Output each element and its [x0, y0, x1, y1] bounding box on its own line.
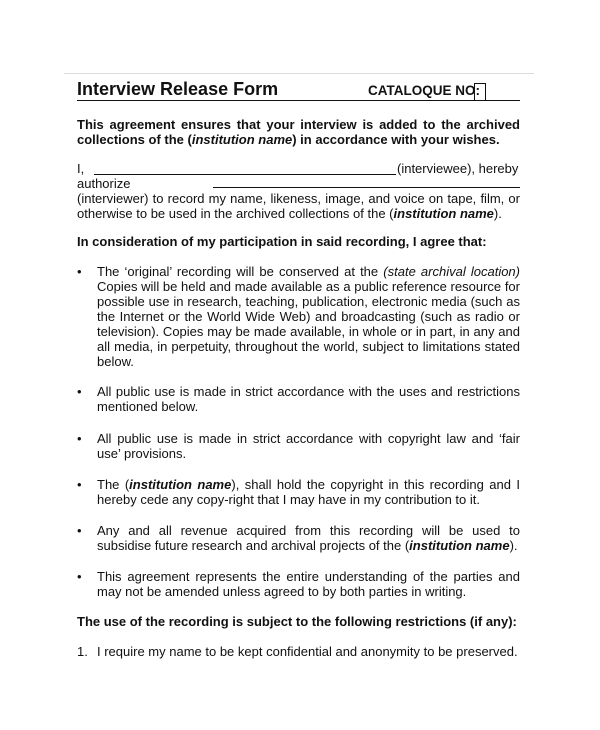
bullet-4-institution: institution name: [129, 477, 232, 492]
intro-text-a: This agreement ensures that your interview is added to the archived collections of the (: [77, 117, 520, 147]
list-item: [97, 264, 520, 369]
authorize-paragraph: [77, 191, 520, 221]
bullet-4-text-a: The (: [97, 477, 130, 492]
list-item: All public use is made in strict accordance with the uses and restrictions mentioned below.: [97, 384, 520, 414]
list-item: This agreement represents the entire understanding of the parties and may not be amended unless agreed to by both parties in writing.: [97, 569, 520, 599]
intro-paragraph: [77, 117, 520, 147]
authorize-text-b: ).: [493, 206, 502, 221]
intro-text-b: ) in accordance with your wishes.: [292, 132, 500, 147]
bullet-icon: •: [77, 384, 82, 399]
list-item: [97, 477, 520, 507]
authorize-interviewee: (interviewee), hereby: [397, 161, 519, 176]
bullet-icon: •: [77, 523, 82, 538]
bullet-1-text-b: Copies will be held and made available as a public reference resource for possible use in research, teaching, publication, electronic media (such as the Internet or the World Wide Web) and broadcasting (such as radio or television). Copies may be made available, in whole or in part, in any and all media, in perpetuity, throughout the world, subject to limitations stated below.: [97, 279, 520, 369]
catalogue-label: CATALOQUE NO:: [368, 83, 480, 98]
title-row: [77, 79, 520, 101]
authorize-word: authorize: [77, 176, 131, 191]
consideration-heading: In consideration of my participation in said recording, I agree that:: [77, 234, 487, 249]
catalogue-number-box[interactable]: [474, 83, 486, 101]
list-item: [97, 523, 520, 553]
list-item: All public use is made in strict accordance with copyright law and ‘fair use’ provisions.: [97, 431, 520, 461]
bullet-1-text-a: The ‘original’ recording will be conserved at the: [97, 264, 384, 279]
page-top-divider: [64, 73, 534, 74]
restriction-number: 1.: [77, 644, 88, 659]
authorize-i: I,: [77, 161, 85, 176]
restriction-item: I require my name to be kept confidential and anonymity to be preserved.: [97, 644, 518, 659]
bullet-icon: •: [77, 431, 82, 446]
bullet-icon: •: [77, 264, 82, 279]
bullet-icon: •: [77, 569, 82, 584]
bullet-5-text-b: ).: [509, 538, 518, 553]
bullet-1-location: (state archival location): [383, 264, 520, 279]
bullet-5-text-a: Any and all revenue acquired from this recording will be used to subsidise future research and archival projects of the (: [97, 523, 520, 553]
interviewer-blank-line[interactable]: [213, 187, 520, 188]
restrictions-heading: The use of the recording is subject to the following restrictions (if any):: [77, 614, 517, 629]
document-title: Interview Release Form: [77, 79, 279, 99]
bullet-icon: •: [77, 477, 82, 492]
title-underline: [77, 100, 520, 101]
bullet-4-text-b: ), shall hold the copyright in this recording and I hereby cede any copy-right that I may have in my contribution to it.: [97, 477, 521, 507]
intro-institution: institution name: [191, 132, 293, 147]
authorize-institution: institution name: [393, 206, 494, 221]
interviewee-blank-line[interactable]: [94, 174, 396, 175]
authorize-text-a: (interviewer) to record my name, likeness, image, and voice on tape, film, or otherwise to be used in the archived collections of the (: [77, 191, 520, 221]
bullet-5-institution: institution name: [409, 538, 510, 553]
